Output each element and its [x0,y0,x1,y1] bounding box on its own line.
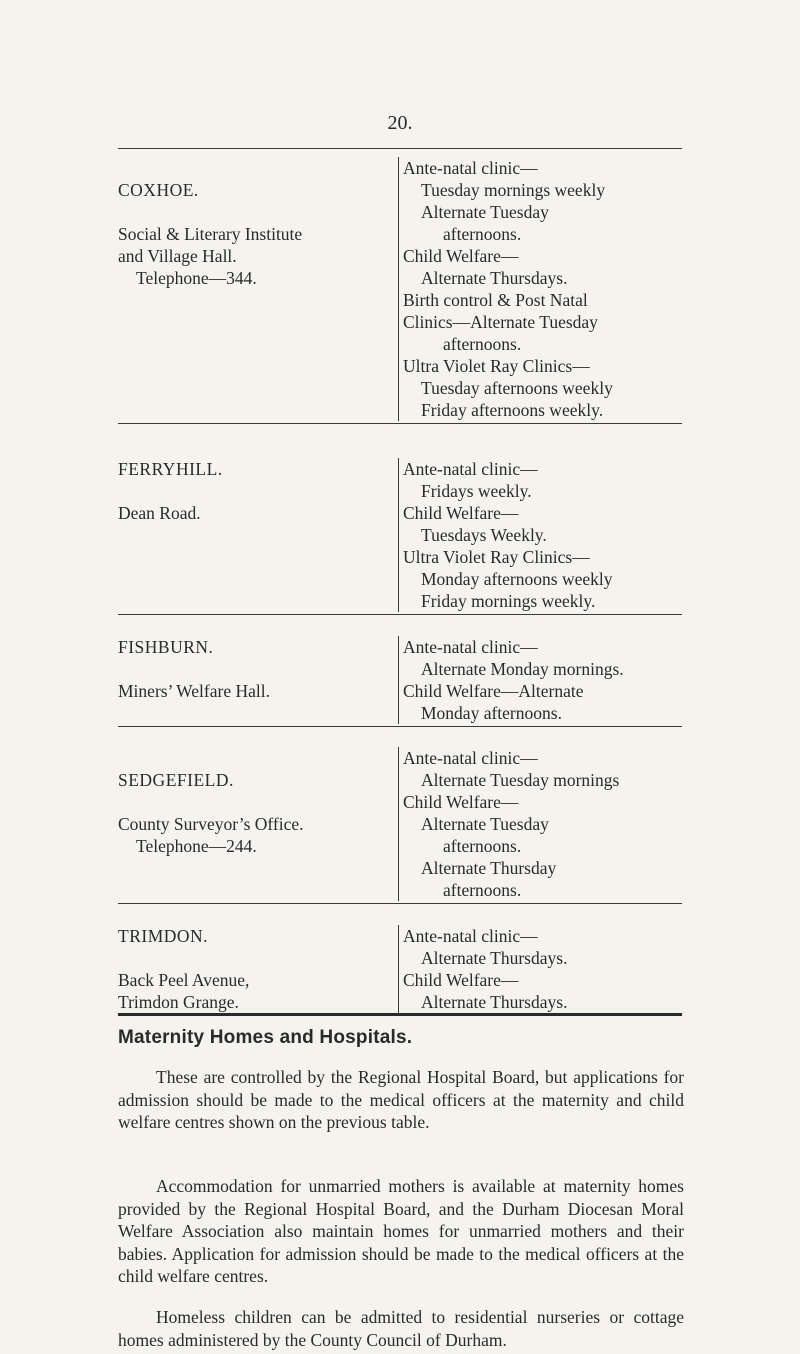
schedule-line: afternoons. [443,880,522,900]
table-row [118,726,682,903]
paragraph-text: Homeless children can be admitted to residential nurseries or cottage homes administered by the County Council of Durham. [118,1307,684,1350]
location-detail: and Village Hall. [118,246,237,266]
schedule-line: Monday afternoons weekly [421,569,613,589]
page-number: 20. [387,112,413,134]
location-detail: Telephone—344. [136,268,257,288]
section-heading: Maternity Homes and Hospitals. [118,1027,413,1048]
location-cell [118,747,398,901]
schedule-cell [398,157,682,421]
location-name: FISHBURN. [118,637,214,657]
schedule-line: Alternate Thursdays. [421,992,568,1012]
location-detail: Trimdon Grange. [118,992,239,1012]
location-cell [118,458,398,612]
schedule-line: Tuesday afternoons weekly [421,378,613,398]
schedule-line: Child Welfare— [403,792,519,812]
schedule-line: Alternate Tuesday [421,202,549,222]
schedule-line: Alternate Monday mornings. [421,659,624,679]
schedule-line: Ante-natal clinic— [403,158,538,178]
schedule-line: Alternate Thursdays. [421,268,568,288]
location-detail: Dean Road. [118,503,201,523]
table-row [118,614,682,726]
location-detail: County Surveyor’s Office. [118,814,304,834]
table-row [118,423,682,614]
schedule-line: Ante-natal clinic— [403,637,538,657]
location-name: TRIMDON. [118,926,209,946]
schedule-line: Alternate Tuesday mornings [421,770,620,790]
table-row [118,148,682,423]
schedule-line: Child Welfare— [403,503,519,523]
location-name: FERRYHILL. [118,459,223,479]
location-name: SEDGEFIELD. [118,770,234,790]
schedule-line: Tuesdays Weekly. [421,525,547,545]
schedule-line: Child Welfare— [403,246,519,266]
schedule-line: Fridays weekly. [421,481,532,501]
schedule-cell [398,636,682,724]
paragraph [118,1306,684,1351]
schedule-line: Alternate Thursday [421,858,557,878]
location-detail: Miners’ Welfare Hall. [118,681,270,701]
paragraph-text: These are controlled by the Regional Hospital Board, but applications for admission should be made to the medical officers at the maternity and child welfare centres shown on the previous table. [118,1067,684,1132]
schedule-line: Friday afternoons weekly. [421,400,604,420]
schedule-line: Clinics—Alternate Tuesday [403,312,598,332]
location-detail [118,201,398,223]
location-cell [118,157,398,421]
schedule-line: Alternate Tuesday [421,814,549,834]
location-detail: Telephone—244. [136,836,257,856]
location-detail: Social & Literary Institute [118,224,303,244]
schedule-line: Child Welfare—Alternate [403,681,584,701]
schedule-line: Friday mornings weekly. [421,591,596,611]
location-detail [118,747,398,769]
paragraph-text: Accommodation for unmarried mothers is available at maternity homes provided by the Regional Hospital Board, and the Durham Diocesan Moral Welfare Association also maintain homes for unmarried mothers and their babies. Application for admission should be made to the medical officers at the child welfare centres. [118,1176,684,1286]
schedule-line: Ante-natal clinic— [403,459,538,479]
location-detail [118,658,398,680]
schedule-line: Tuesday mornings weekly [421,180,606,200]
clinics-table [118,148,682,1016]
schedule-line: Child Welfare— [403,970,519,990]
paragraph [118,1175,684,1288]
schedule-line: afternoons. [443,224,522,244]
schedule-cell [398,925,682,1013]
schedule-line: Ultra Violet Ray Clinics— [403,356,590,376]
location-detail [118,947,398,969]
location-detail [118,791,398,813]
schedule-line: Monday afternoons. [421,703,562,723]
schedule-line: Birth control & Post Natal [403,290,588,310]
location-detail: Back Peel Avenue, [118,970,250,990]
location-detail [118,480,398,502]
schedule-line: Ante-natal clinic— [403,926,538,946]
table-row [118,903,682,1016]
schedule-cell [398,458,682,612]
schedule-line: afternoons. [443,334,522,354]
schedule-line: Ultra Violet Ray Clinics— [403,547,590,567]
location-cell [118,925,398,1013]
location-name: COXHOE. [118,180,199,200]
schedule-line: Alternate Thursdays. [421,948,568,968]
schedule-line: Ante-natal clinic— [403,748,538,768]
paragraph [118,1066,684,1134]
schedule-line: afternoons. [443,836,522,856]
schedule-cell [398,747,682,901]
location-cell [118,636,398,724]
